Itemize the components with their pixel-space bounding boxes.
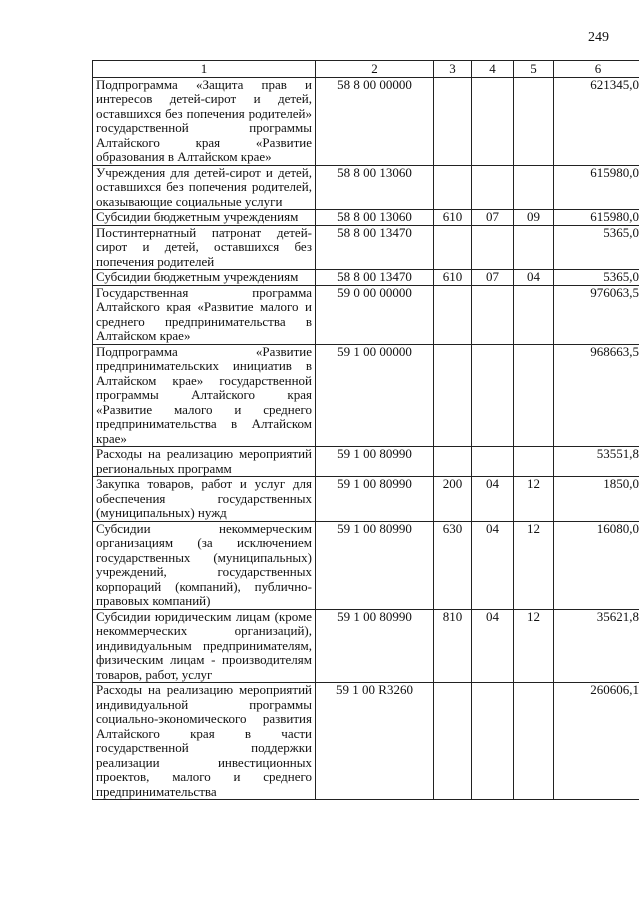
row-name: Постинтернатный патронат детей-сирот и детей, оставшихся без попечения родителей xyxy=(93,225,316,270)
table-row xyxy=(93,270,639,286)
row-col-5: 12 xyxy=(514,477,554,522)
row-col-4: 07 xyxy=(472,210,514,226)
row-col-5: 04 xyxy=(514,270,554,286)
row-name: Подпрограмма «Защита прав и интересов детей-сирот и детей, оставшихся без попечения родителей» государственной программы Алтайского края «Развитие образования в Алтайском крае» xyxy=(93,77,316,165)
row-col-5 xyxy=(514,683,554,800)
row-code: 58 8 00 00000 xyxy=(316,77,434,165)
row-name: Субсидии бюджетным учреждениям xyxy=(93,270,316,286)
header-col-2: 2 xyxy=(316,61,434,78)
row-col-4 xyxy=(472,165,514,210)
row-code: 59 1 00 R3260 xyxy=(316,683,434,800)
header-col-6: 6 xyxy=(554,61,639,78)
row-col-3 xyxy=(434,285,472,344)
row-name: Расходы на реализацию мероприятий индивидуальной программы социально-экономического развития Алтайского края в части государственной поддержки реализации инвестиционных проектов, малого и среднего предпринимательства xyxy=(93,683,316,800)
row-code: 59 1 00 80990 xyxy=(316,447,434,477)
row-code: 58 8 00 13060 xyxy=(316,165,434,210)
row-name: Подпрограмма «Развитие предпринимательских инициатив в Алтайском крае» государственной программы Алтайского края «Развитие малого и среднего предпринимательства в Алтайском крае» xyxy=(93,344,316,447)
row-name: Субсидии юридическим лицам (кроме некоммерческих организаций), индивидуальным предпринимателям, физическим лицам - производителям товаров, работ, услуг xyxy=(93,609,316,683)
table-row xyxy=(93,447,639,477)
row-code: 58 8 00 13470 xyxy=(316,225,434,270)
row-amount: 5365,0 xyxy=(554,270,639,286)
row-name: Субсидии некоммерческим организациям (за исключением государственных (муниципальных) учреждений, государственных корпораций (компаний), публично-правовых компаний) xyxy=(93,521,316,609)
row-col-4 xyxy=(472,77,514,165)
row-col-3: 630 xyxy=(434,521,472,609)
row-col-4 xyxy=(472,225,514,270)
table-row xyxy=(93,77,639,165)
table-row xyxy=(93,477,639,522)
row-col-4: 04 xyxy=(472,521,514,609)
header-col-1: 1 xyxy=(93,61,316,78)
row-col-5: 12 xyxy=(514,521,554,609)
row-col-3: 200 xyxy=(434,477,472,522)
row-name: Учреждения для детей-сирот и детей, оставшихся без попечения родителей, оказывающие социальные услуги xyxy=(93,165,316,210)
row-amount: 615980,0 xyxy=(554,165,639,210)
row-amount: 968663,5 xyxy=(554,344,639,447)
row-col-3: 810 xyxy=(434,609,472,683)
header-col-3: 3 xyxy=(434,61,472,78)
table-row xyxy=(93,285,639,344)
row-amount: 53551,8 xyxy=(554,447,639,477)
row-col-3 xyxy=(434,447,472,477)
table-row xyxy=(93,344,639,447)
row-name: Закупка товаров, работ и услуг для обеспечения государственных (муниципальных) нужд xyxy=(93,477,316,522)
row-col-3 xyxy=(434,683,472,800)
row-col-5 xyxy=(514,165,554,210)
row-col-5 xyxy=(514,447,554,477)
row-col-5 xyxy=(514,225,554,270)
row-amount: 16080,0 xyxy=(554,521,639,609)
row-col-3: 610 xyxy=(434,270,472,286)
row-col-4 xyxy=(472,344,514,447)
row-col-3 xyxy=(434,77,472,165)
row-code: 58 8 00 13470 xyxy=(316,270,434,286)
row-col-5 xyxy=(514,77,554,165)
row-col-4: 04 xyxy=(472,477,514,522)
row-col-5 xyxy=(514,344,554,447)
table-row xyxy=(93,225,639,270)
row-amount: 615980,0 xyxy=(554,210,639,226)
header-col-5: 5 xyxy=(514,61,554,78)
row-code: 59 1 00 80990 xyxy=(316,609,434,683)
row-col-4 xyxy=(472,447,514,477)
table-row xyxy=(93,683,639,800)
row-col-5: 12 xyxy=(514,609,554,683)
header-col-4: 4 xyxy=(472,61,514,78)
row-amount: 5365,0 xyxy=(554,225,639,270)
row-col-4 xyxy=(472,683,514,800)
budget-table xyxy=(92,60,639,800)
row-code: 59 1 00 80990 xyxy=(316,477,434,522)
row-code: 59 1 00 00000 xyxy=(316,344,434,447)
row-col-5 xyxy=(514,285,554,344)
row-col-3: 610 xyxy=(434,210,472,226)
table-row xyxy=(93,210,639,226)
row-col-4 xyxy=(472,285,514,344)
table-row xyxy=(93,609,639,683)
row-name: Расходы на реализацию мероприятий региональных программ xyxy=(93,447,316,477)
row-col-4: 07 xyxy=(472,270,514,286)
row-amount: 621345,0 xyxy=(554,77,639,165)
table-row xyxy=(93,165,639,210)
table-row xyxy=(93,521,639,609)
page-number: 249 xyxy=(588,30,609,45)
row-col-3 xyxy=(434,225,472,270)
row-name: Государственная программа Алтайского края «Развитие малого и среднего предпринимательства в Алтайском крае» xyxy=(93,285,316,344)
row-code: 59 1 00 80990 xyxy=(316,521,434,609)
row-name: Субсидии бюджетным учреждениям xyxy=(93,210,316,226)
row-amount: 35621,8 xyxy=(554,609,639,683)
row-col-3 xyxy=(434,165,472,210)
row-code: 58 8 00 13060 xyxy=(316,210,434,226)
header-row xyxy=(93,61,639,78)
row-col-4: 04 xyxy=(472,609,514,683)
row-col-3 xyxy=(434,344,472,447)
row-amount: 1850,0 xyxy=(554,477,639,522)
row-code: 59 0 00 00000 xyxy=(316,285,434,344)
row-amount: 260606,1 xyxy=(554,683,639,800)
row-col-5: 09 xyxy=(514,210,554,226)
row-amount: 976063,5 xyxy=(554,285,639,344)
